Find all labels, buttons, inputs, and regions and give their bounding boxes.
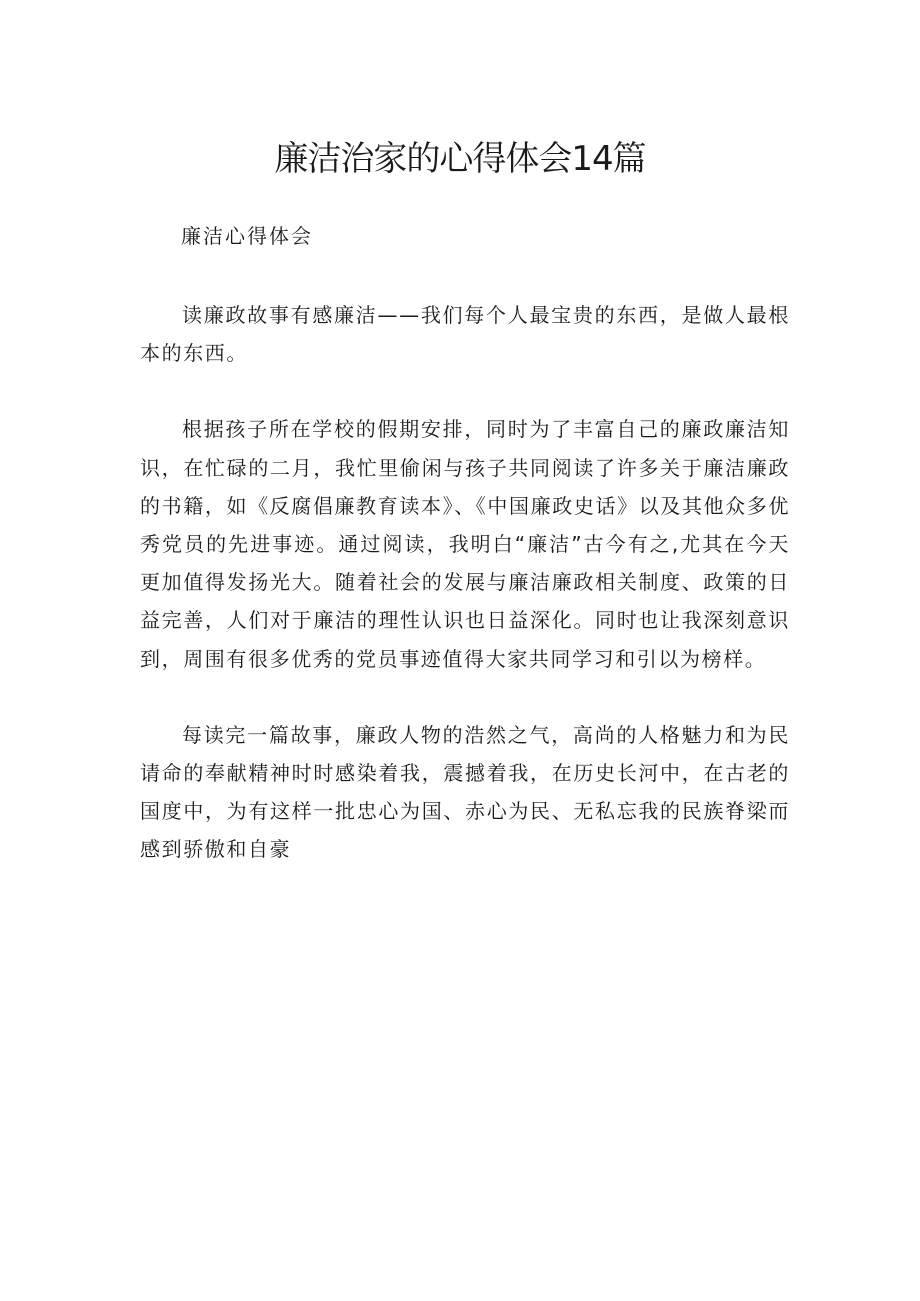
document-title: 廉洁治家的心得体会14篇 [274, 139, 646, 179]
document-subtitle: 廉洁心得体会 [181, 224, 313, 248]
paragraph-1: 读廉政故事有感廉洁——我们每个人最宝贵的东西，是做人最根本的东西。 [140, 303, 790, 366]
document-body [140, 296, 790, 869]
paragraph-2: 根据孩子所在学校的假期安排，同时为了丰富自己的廉政廉洁知识，在忙碌的二月，我忙里偷闲与孩子共同阅读了许多关于廉洁廉政的书籍，如《反腐倡廉教育读本》、《中国廉政史话》以及其他众多优秀党员的先进事迹。通过阅读，我明白“廉洁”古今有之,尤其在今天更加值得发扬光大。随着社会的发展与廉洁廉政相关制度、政策的日益完善，人们对于廉洁的理性认识也日益深化。同时也让我深刻意识到，周围有很多优秀的党员事迹值得大家共同学习和引以为榜样。 [140, 417, 790, 671]
paragraph-3: 每读完一篇故事，廉政人物的浩然之气，高尚的人格魅力和为民请命的奉献精神时时感染着我，震撼着我，在历史长河中，在古老的国度中，为有这样一批忠心为国、赤心为民、无私忘我的民族脊梁而感到骄傲和自豪 [140, 722, 790, 862]
